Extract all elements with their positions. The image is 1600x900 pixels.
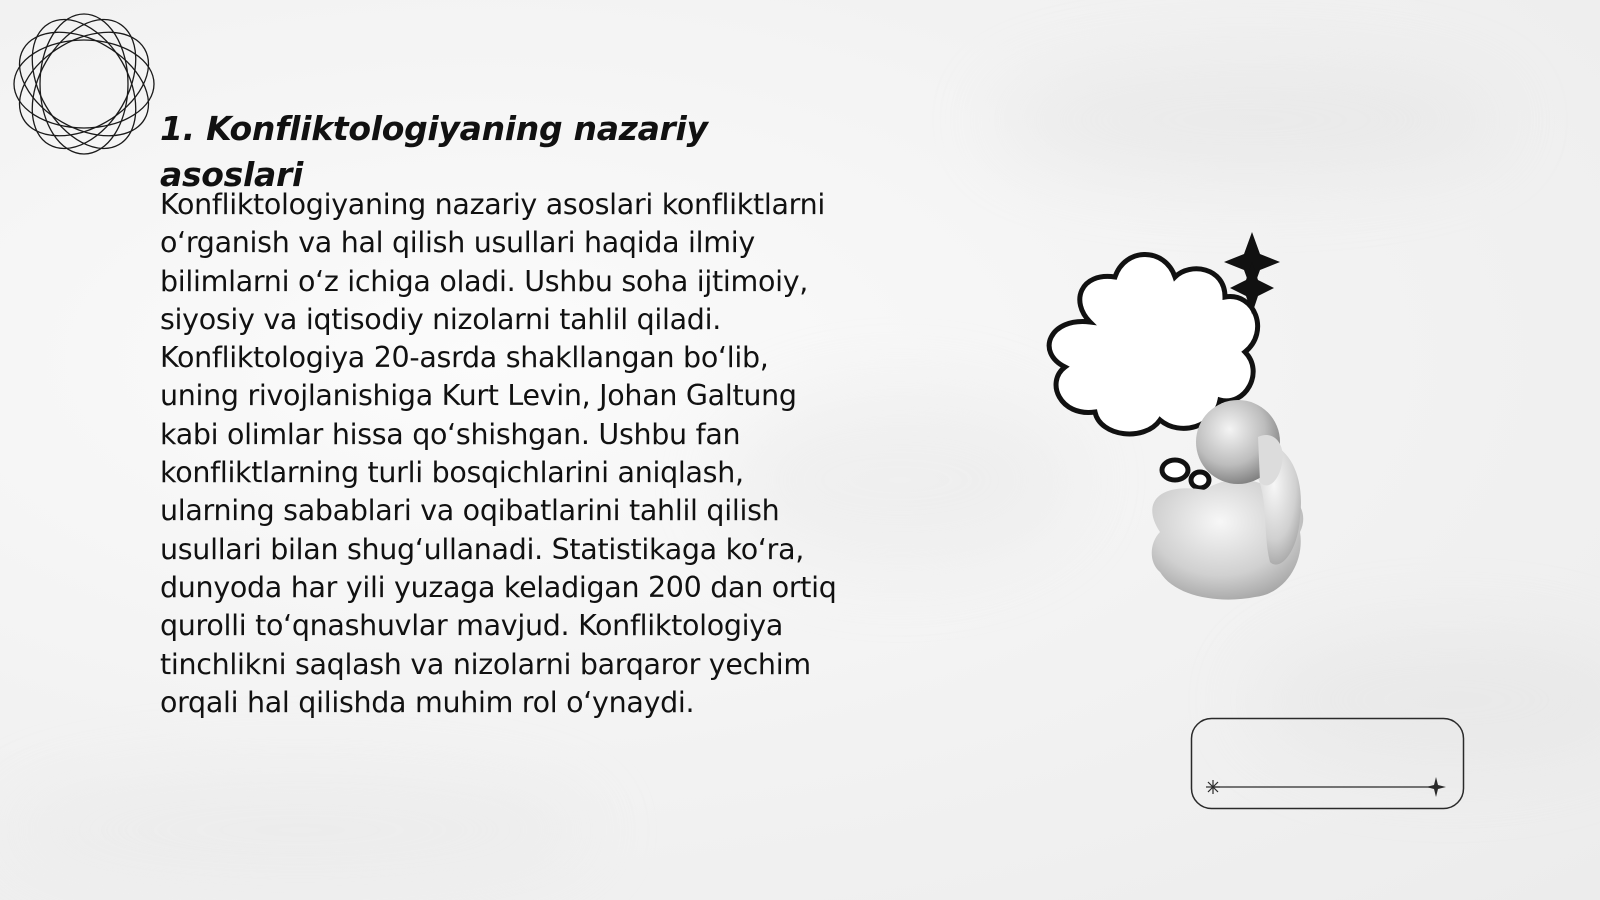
small-cross-star-icon	[1426, 777, 1446, 797]
thinking-person-illustration	[1030, 232, 1350, 622]
starburst-icon	[1206, 780, 1220, 794]
concentric-ring-ornament-icon	[10, 10, 158, 158]
rounded-frame-with-line-icon	[1190, 717, 1465, 810]
slide-body-paragraph: Konfliktologiyaning nazariy asoslari konfliktlarni o‘rganish va hal qilish usullari haqida ilmiy bilimlarni o‘z ichiga oladi. Ushbu soha ijtimoiy, siyosiy va iqtisodiy nizolarni tahlil qiladi. Konfliktologiya 20-asrda shakllangan bo‘lib, uning rivojlanishiga Kurt Levin, Johan Galtung kabi olimlar hissa qo‘shishgan. Ushbu fan konfliktlarning turli bosqichlarini aniqlash, ularning sabablari va oqibatlarini tahlil qilish usullari bilan shug‘ullanadi. Statistikaga ko‘ra, dunyoda har yili yuzaga keladigan 200 dan ortiq qurolli to‘qnashuvlar mavjud. Konfliktologiya tinchlikni saqlash va nizolarni barqaror yechim orqali hal qilishda muhim rol o‘ynaydi.	[160, 188, 837, 719]
slide-title: 1. Konfliktologiyaning nazariy asoslari	[160, 109, 708, 194]
person-figure-icon	[1152, 400, 1304, 600]
